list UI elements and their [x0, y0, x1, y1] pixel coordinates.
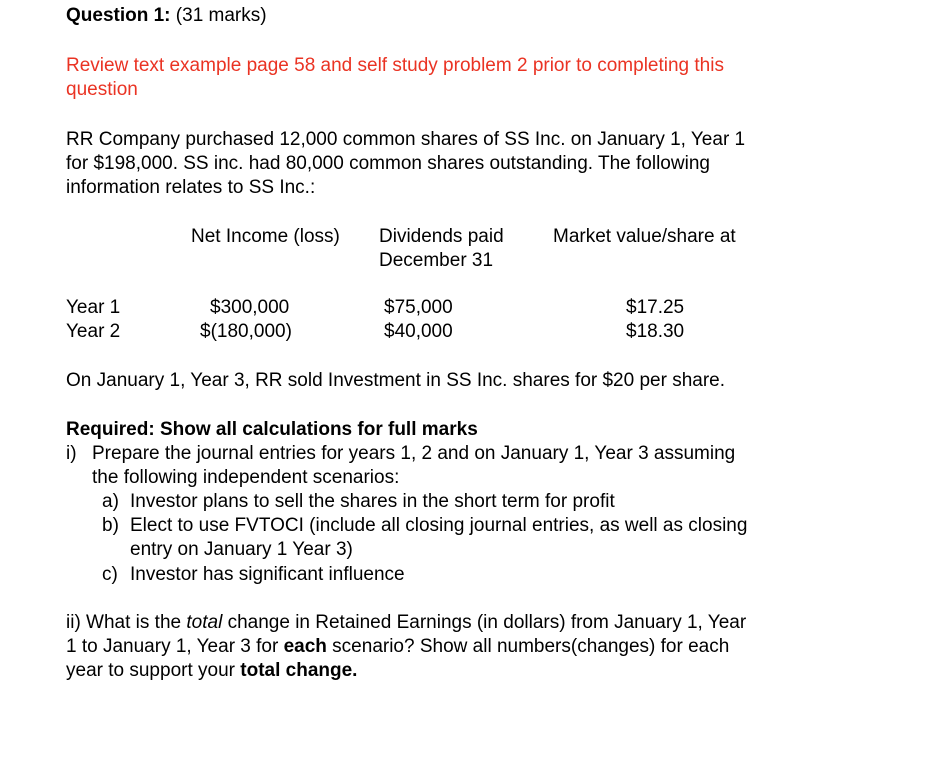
part-i-line-2: the following independent scenarios: — [92, 467, 400, 488]
row-2-market-value: $18.30 — [626, 321, 685, 342]
question-number: Question 1: — [66, 5, 171, 26]
part-ii-total-italic: total — [186, 612, 223, 633]
part-ii-line-1-b: change in Retained Earnings (in dollars) from January 1, Year — [222, 612, 747, 633]
header-net-income: Net Income (loss) — [191, 226, 340, 247]
header-dividends: Dividends paid — [379, 226, 504, 247]
scenario-b-text-line-1: Elect to use FVTOCI (include all closing journal entries, as well as closing — [130, 515, 748, 536]
row-2-net-income: $(180,000) — [200, 321, 292, 342]
scenario-a-text: Investor plans to sell the shares in the short term for profit — [130, 491, 615, 512]
header-market-value: Market value/share at — [553, 226, 736, 247]
part-ii-total-change-bold: total change. — [240, 660, 358, 681]
scenario-b-label: b) — [102, 515, 119, 536]
question-title — [66, 4, 267, 28]
sale-statement: On January 1, Year 3, RR sold Investment in SS Inc. shares for $20 per share. — [66, 370, 726, 391]
part-i-line-1: Prepare the journal entries for years 1, 2 and on January 1, Year 3 assuming — [92, 443, 736, 464]
part-ii-line-3 — [66, 659, 357, 683]
part-ii-line-3-a: year to support your — [66, 660, 241, 681]
row-1-year: Year 1 — [66, 297, 121, 318]
question-marks: (31 marks) — [170, 5, 267, 26]
part-ii-line-2-a: 1 to January 1, Year 3 for — [66, 636, 284, 657]
intro-line-1: RR Company purchased 12,000 common shares of SS Inc. on January 1, Year 1 — [66, 129, 746, 150]
scenario-c-text: Investor has significant influence — [130, 564, 405, 585]
intro-line-3: information relates to SS Inc.: — [66, 177, 316, 198]
part-ii-line-2 — [66, 635, 729, 659]
required-heading: Required: Show all calculations for full marks — [66, 419, 478, 440]
row-1-dividends: $75,000 — [384, 297, 453, 318]
scenario-a-label: a) — [102, 491, 119, 512]
row-2-year: Year 2 — [66, 321, 121, 342]
intro-line-2: for $198,000. SS inc. had 80,000 common shares outstanding. The following — [66, 153, 710, 174]
review-note-line-1: Review text example page 58 and self study problem 2 prior to completing this — [66, 55, 724, 76]
part-ii-line-1-a: ii) What is the — [66, 612, 187, 633]
header-market-value-sub: December 31 — [379, 250, 494, 271]
row-1-market-value: $17.25 — [626, 297, 685, 318]
row-2-dividends: $40,000 — [384, 321, 453, 342]
part-ii-line-1 — [66, 611, 746, 635]
row-1-net-income: $300,000 — [210, 297, 290, 318]
part-ii-line-2-b: scenario? Show all numbers(changes) for each — [326, 636, 730, 657]
review-note-line-2: question — [66, 79, 138, 100]
scenario-c-label: c) — [102, 564, 118, 585]
scenario-b-text-line-2: entry on January 1 Year 3) — [130, 539, 353, 560]
part-ii-each-bold: each — [283, 636, 327, 657]
part-i-label: i) — [66, 443, 77, 464]
